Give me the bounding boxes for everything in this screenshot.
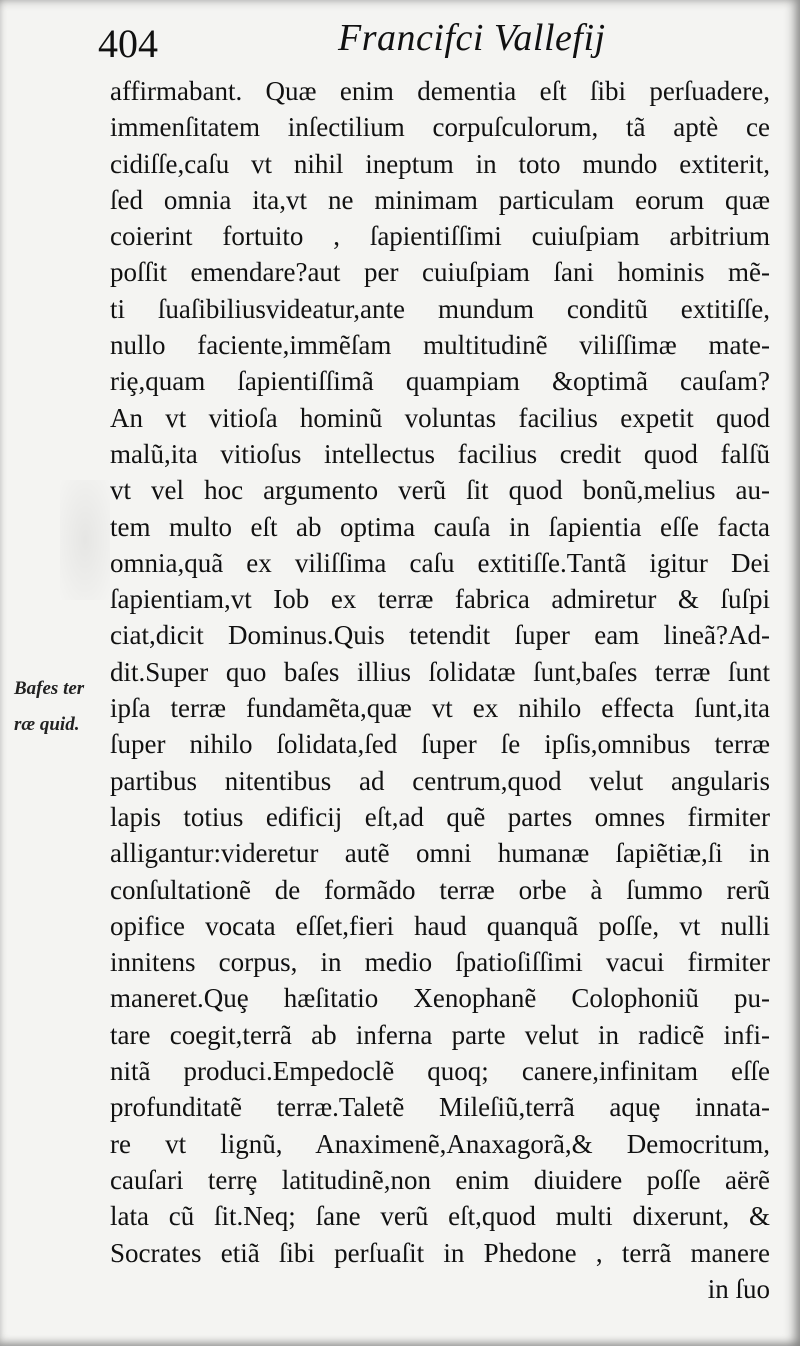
text-line: immenſitatem inſectilium corpuſculorum, tã aptè ce bbox=[110, 112, 770, 143]
text-line: tare coegit,terrã ab inferna parte velut in radicẽ infi- bbox=[110, 1019, 770, 1050]
text-line: vt vel hoc argumento verũ ſit quod bonũ,melius au- bbox=[110, 475, 770, 506]
text-line: ſed omnia ita,vt ne minimam particulam eorum quæ bbox=[110, 184, 770, 215]
text-line: ti ſuaſibiliusvideatur,ante mundum conditũ extitiſſe, bbox=[110, 293, 770, 324]
paper-stain bbox=[60, 480, 110, 600]
text-line: Socrates etiã ſibi perſuaſit in Phedone , terrã manere bbox=[110, 1237, 770, 1268]
text-line: ipſa terræ fundamẽta,quæ vt ex nihilo effecta ſunt,ita bbox=[110, 693, 770, 724]
margin-note-line: Bafes ter bbox=[14, 678, 85, 699]
text-line: in ſuo bbox=[707, 1273, 770, 1304]
body-text bbox=[110, 73, 770, 1307]
text-line: ciat,dicit Dominus.Quis tetendit ſuper eam lineã?Ad- bbox=[110, 620, 770, 651]
text-line: poſſit emendare?aut per cuiuſpiam ſani hominis mẽ- bbox=[110, 257, 770, 288]
text-line: lapis totius edificij eſt,ad quẽ partes omnes firmiter bbox=[110, 801, 770, 832]
text-line: affirmabant. Quæ enim dementia eſt ſibi perſuadere, bbox=[110, 76, 770, 106]
text-line: tem multo eſt ab optima cauſa in ſapientia eſſe facta bbox=[110, 511, 770, 542]
text-line: ſapientiam,vt Iob ex terræ fabrica admiretur & ſuſpi bbox=[110, 584, 770, 615]
text-line: nitã produci.Empedoclẽ quoq; canere,infinitam eſſe bbox=[110, 1056, 770, 1087]
text-line: omnia,quã ex viliſſima caſu extitiſſe.Tantã igitur Dei bbox=[110, 547, 770, 578]
text-line: profunditatẽ terræ.Taletẽ Mileſiũ,terrã aquȩ innata- bbox=[110, 1092, 770, 1123]
text-line: riȩ,quam ſapientiſſimã quampiam &optimã cauſam? bbox=[110, 366, 770, 397]
text-line: lata cũ ſit.Neq; ſane verũ eſt,quod multi dixerunt, & bbox=[110, 1201, 770, 1232]
text-line: partibus nitentibus ad centrum,quod velut angularis bbox=[110, 765, 770, 796]
text-line: coierint fortuito , ſapientiſſimi cuiuſpiam arbitrium bbox=[110, 221, 770, 252]
margin-note-line: ræ quid. bbox=[14, 714, 80, 735]
page-number: 404 bbox=[98, 21, 158, 66]
text-line: maneret.Quȩ hæſitatio Xenophanẽ Colophoniũ pu- bbox=[110, 983, 770, 1014]
text-line: re vt lignũ, Anaximenẽ,Anaxagorã,& Democritum, bbox=[110, 1128, 770, 1159]
running-head: Francifci Vallefij bbox=[338, 17, 606, 59]
text-line: opifice vocata eſſet,fieri haud quanquã poſſe, vt nulli bbox=[110, 910, 770, 941]
text-line: nullo faciente,immẽſam multitudinẽ viliſſimæ mate- bbox=[110, 330, 770, 361]
text-line: cidiſſe,caſu vt nihil ineptum in toto mundo extiterit, bbox=[110, 148, 770, 179]
text-line: An vt vitioſa hominũ voluntas facilius expetit quod bbox=[110, 402, 770, 433]
text-line: ſuper nihilo ſolidata,ſed ſuper ſe ipſis,omnibus terræ bbox=[110, 729, 770, 760]
text-line: dit.Super quo baſes illius ſolidatæ ſunt,baſes terræ ſunt bbox=[110, 656, 770, 687]
text-line: cauſari terrȩ latitudinẽ,non enim diuidere poſſe aërẽ bbox=[110, 1164, 770, 1195]
text-line: innitens corpus, in medio ſpatioſiſſimi vacui firmiter bbox=[110, 947, 770, 978]
margin-note bbox=[14, 671, 106, 743]
text-line: alligantur:videretur autẽ omni humanæ ſapiẽtiæ,ſi in bbox=[110, 838, 770, 869]
text-line: malũ,ita vitioſus intellectus facilius credit quod falſũ bbox=[110, 438, 770, 469]
page-header bbox=[0, 14, 800, 74]
text-line: conſultationẽ de formãdo terræ orbe à ſummo rerũ bbox=[110, 874, 770, 905]
